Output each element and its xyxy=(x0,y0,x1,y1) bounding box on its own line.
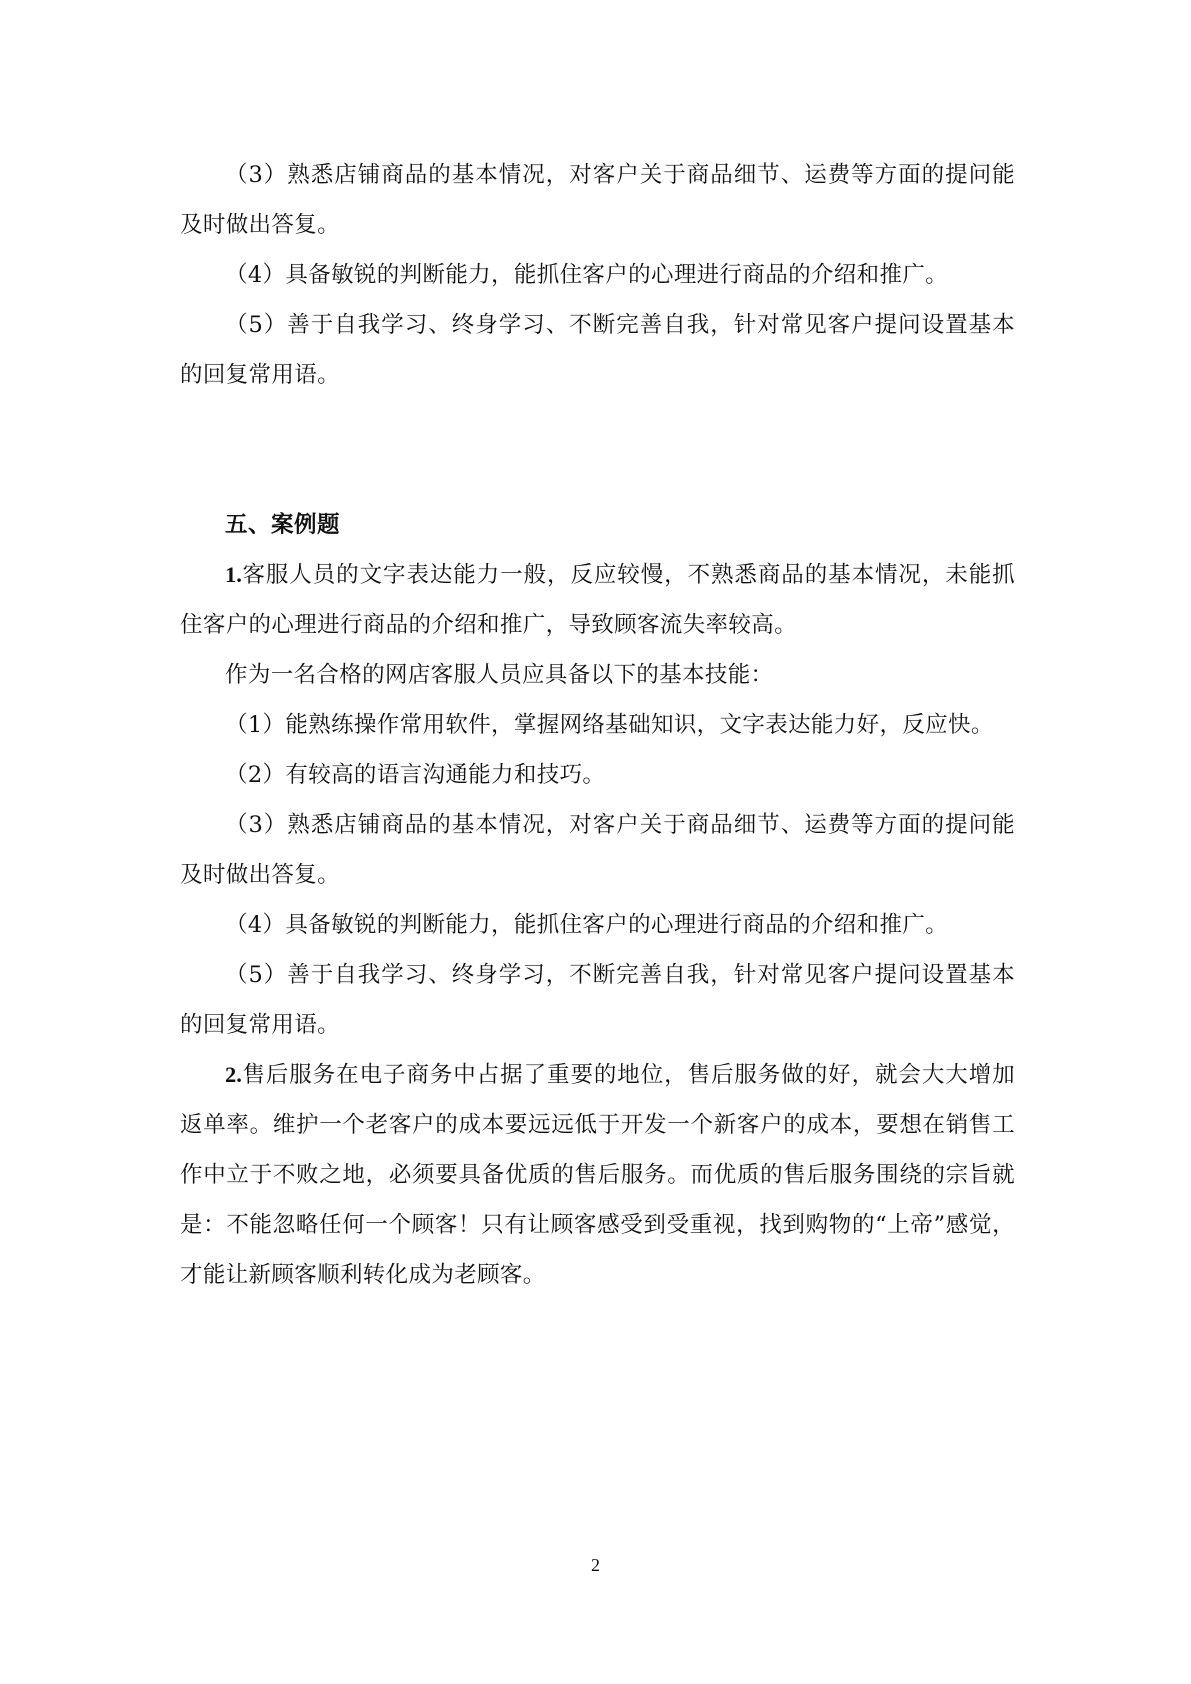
skill-item-1: （1）能熟练操作常用软件，掌握网络基础知识，文字表达能力好，反应快。 xyxy=(225,712,994,738)
case-answer-2 xyxy=(180,1050,1015,1300)
paragraph-skill-5-top: （5）善于自我学习、终身学习、不断完善自我，针对常见客户提问设置基本的回复常用语。 xyxy=(180,312,1015,388)
page-number: 2 xyxy=(591,1555,600,1575)
skill-item-5: （5）善于自我学习、终身学习，不断完善自我，针对常见客户提问设置基本的回复常用语。 xyxy=(180,962,1015,1038)
case-answer-2-number: 2. xyxy=(225,1062,242,1087)
case-answer-1-text: 客服人员的文字表达能力一般，反应较慢，不熟悉商品的基本情况，未能抓住客户的心理进行商品的介绍和推广，导致顾客流失率较高。 xyxy=(180,562,1015,638)
section-spacer xyxy=(180,400,1015,500)
paragraph-skill-3-top: （3）熟悉店铺商品的基本情况，对客户关于商品细节、运费等方面的提问能及时做出答复。 xyxy=(180,162,1015,238)
skill-item-2: （2）有较高的语言沟通能力和技巧。 xyxy=(225,762,606,788)
skills-intro: 作为一名合格的网店客服人员应具备以下的基本技能： xyxy=(225,662,774,688)
case-answer-1 xyxy=(180,550,1015,650)
skill-item-3: （3）熟悉店铺商品的基本情况，对客户关于商品细节、运费等方面的提问能及时做出答复。 xyxy=(180,812,1015,888)
case-answer-2-text: 售后服务在电子商务中占据了重要的地位，售后服务做的好，就会大大增加返单率。维护一个老客户的成本要远远低于开发一个新客户的成本，要想在销售工作中立于不败之地，必须要具备优质的售后服务。而优质的售后服务围绕的宗旨就是：不能忽略任何一个顾客！只有让顾客感受到受重视，找到购物的“上帝”感觉，才能让新顾客顺利转化成为老顾客。 xyxy=(180,1062,1015,1288)
document-body xyxy=(180,150,1015,1300)
case-answer-1-number: 1. xyxy=(225,562,242,587)
skill-item-4: （4）具备敏锐的判断能力，能抓住客户的心理进行商品的介绍和推广。 xyxy=(225,912,949,938)
paragraph-skill-4-top: （4）具备敏锐的判断能力，能抓住客户的心理进行商品的介绍和推广。 xyxy=(225,262,949,288)
section-heading: 五、案例题 xyxy=(225,512,341,538)
